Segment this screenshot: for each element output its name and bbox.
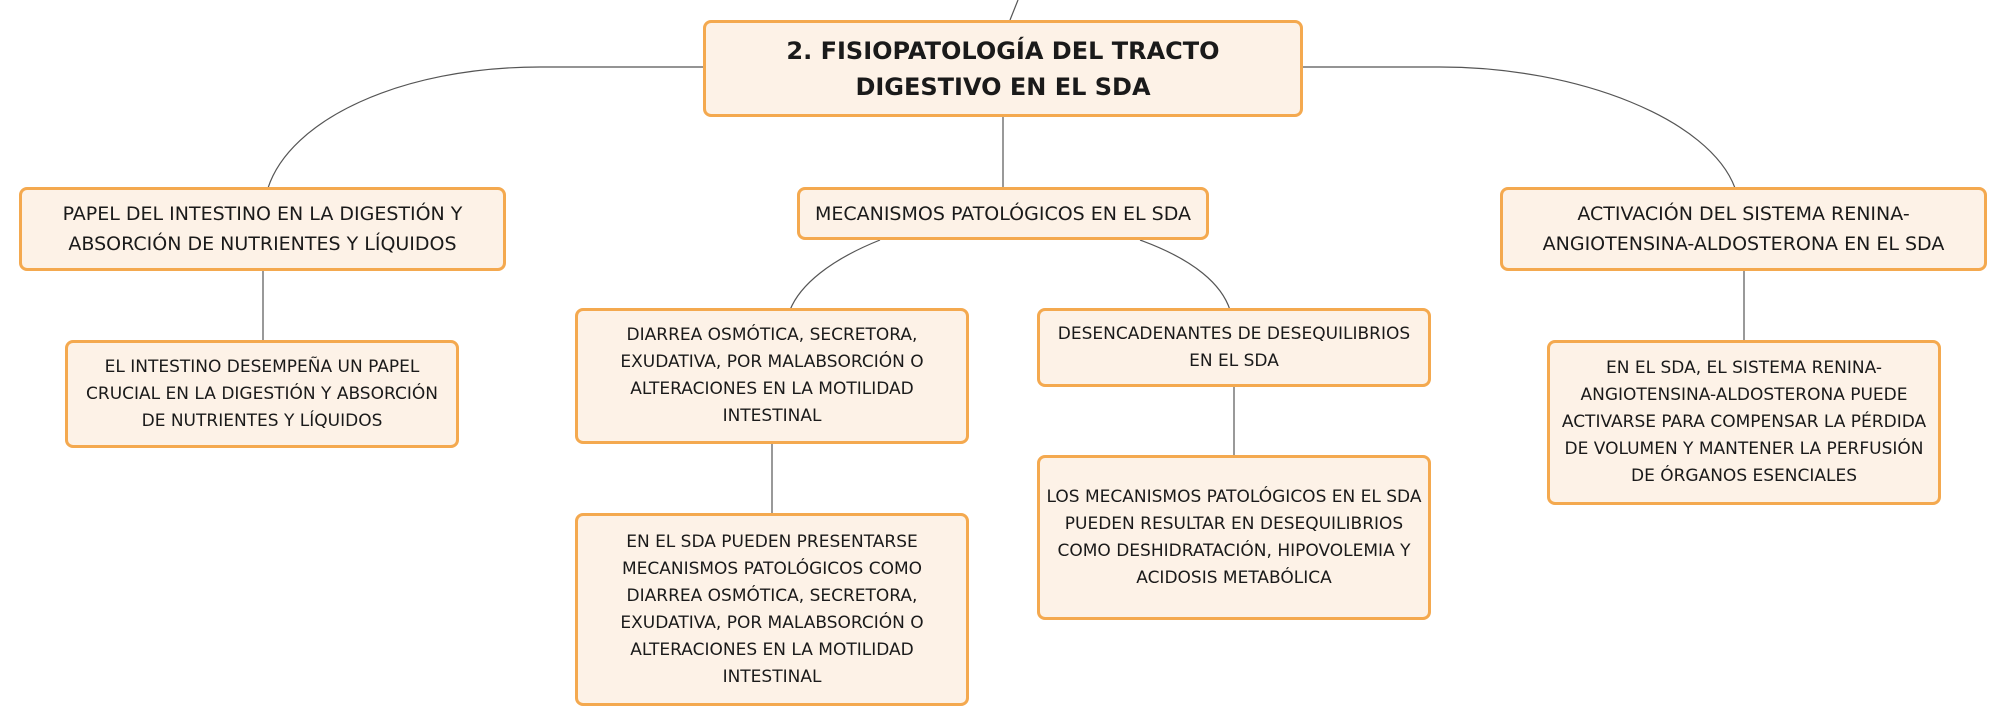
topic-label-mecanismos: MECANISMOS PATOLÓGICOS EN EL SDA	[814, 202, 1192, 225]
connector-root-to-left	[268, 67, 703, 188]
topic-node-intestino[interactable]	[19, 187, 506, 271]
subtopic-label-desencadenantes: DESENCADENANTES DE DESEQUILIBRIOS EN EL SDA	[1057, 323, 1411, 371]
connector-center-to-diarrea	[790, 240, 880, 310]
subtopic-node-diarrea[interactable]	[575, 308, 969, 444]
topic-node-mecanismos[interactable]	[797, 187, 1209, 240]
topic-node-raa[interactable]	[1500, 187, 1987, 271]
subtopic-node-intestino-detalle[interactable]	[65, 340, 459, 448]
subtopic-label-raa-detalle: EN EL SDA, EL SISTEMA RENINA-ANGIOTENSINA-ALDOSTERONA PUEDE ACTIVARSE PARA COMPENSAR LA PÉRDIDA DE VOLUMEN Y MANTENER LA PERFUSIÓN DE ÓRGANOS ESENCIALES	[1561, 358, 1927, 486]
subtopic-node-raa-detalle[interactable]	[1547, 340, 1941, 505]
connector-root-to-right	[1302, 67, 1735, 188]
topic-label-intestino: PAPEL DEL INTESTINO EN LA DIGESTIÓN Y ABSORCIÓN DE NUTRIENTES Y LÍQUIDOS	[62, 203, 463, 255]
subtopic-node-desencadenantes-detalle[interactable]	[1037, 455, 1431, 620]
connector-center-to-desencadenantes	[1140, 240, 1230, 310]
central-topic-node[interactable]	[703, 20, 1303, 117]
subtopic-label-diarrea-detalle: EN EL SDA PUEDEN PRESENTARSE MECANISMOS PATOLÓGICOS COMO DIARREA OSMÓTICA, SECRETORA, EXUDATIVA, POR MALABSORCIÓN O ALTERACIONES EN LA MOTILIDAD INTESTINAL	[620, 531, 924, 687]
subtopic-label-intestino-detalle: EL INTESTINO DESEMPEÑA UN PAPEL CRUCIAL EN LA DIGESTIÓN Y ABSORCIÓN DE NUTRIENTES Y LÍQUIDOS	[86, 356, 438, 431]
subtopic-label-desencadenantes-detalle: LOS MECANISMOS PATOLÓGICOS EN EL SDA PUEDEN RESULTAR EN DESEQUILIBRIOS COMO DESHIDRATACIÓN, HIPOVOLEMIA Y ACIDOSIS METABÓLICA	[1046, 486, 1422, 588]
central-topic-label: 2. FISIOPATOLOGÍA DEL TRACTO DIGESTIVO EN EL SDA	[786, 36, 1220, 101]
subtopic-node-desencadenantes[interactable]	[1037, 308, 1431, 387]
topic-label-raa: ACTIVACIÓN DEL SISTEMA RENINA-ANGIOTENSINA-ALDOSTERONA EN EL SDA	[1542, 203, 1945, 255]
subtopic-label-diarrea: DIARREA OSMÓTICA, SECRETORA, EXUDATIVA, POR MALABSORCIÓN O ALTERACIONES EN LA MOTILIDAD INTESTINAL	[620, 325, 924, 426]
connector-root-parent	[1010, 0, 1018, 20]
subtopic-node-diarrea-detalle[interactable]	[575, 513, 969, 706]
